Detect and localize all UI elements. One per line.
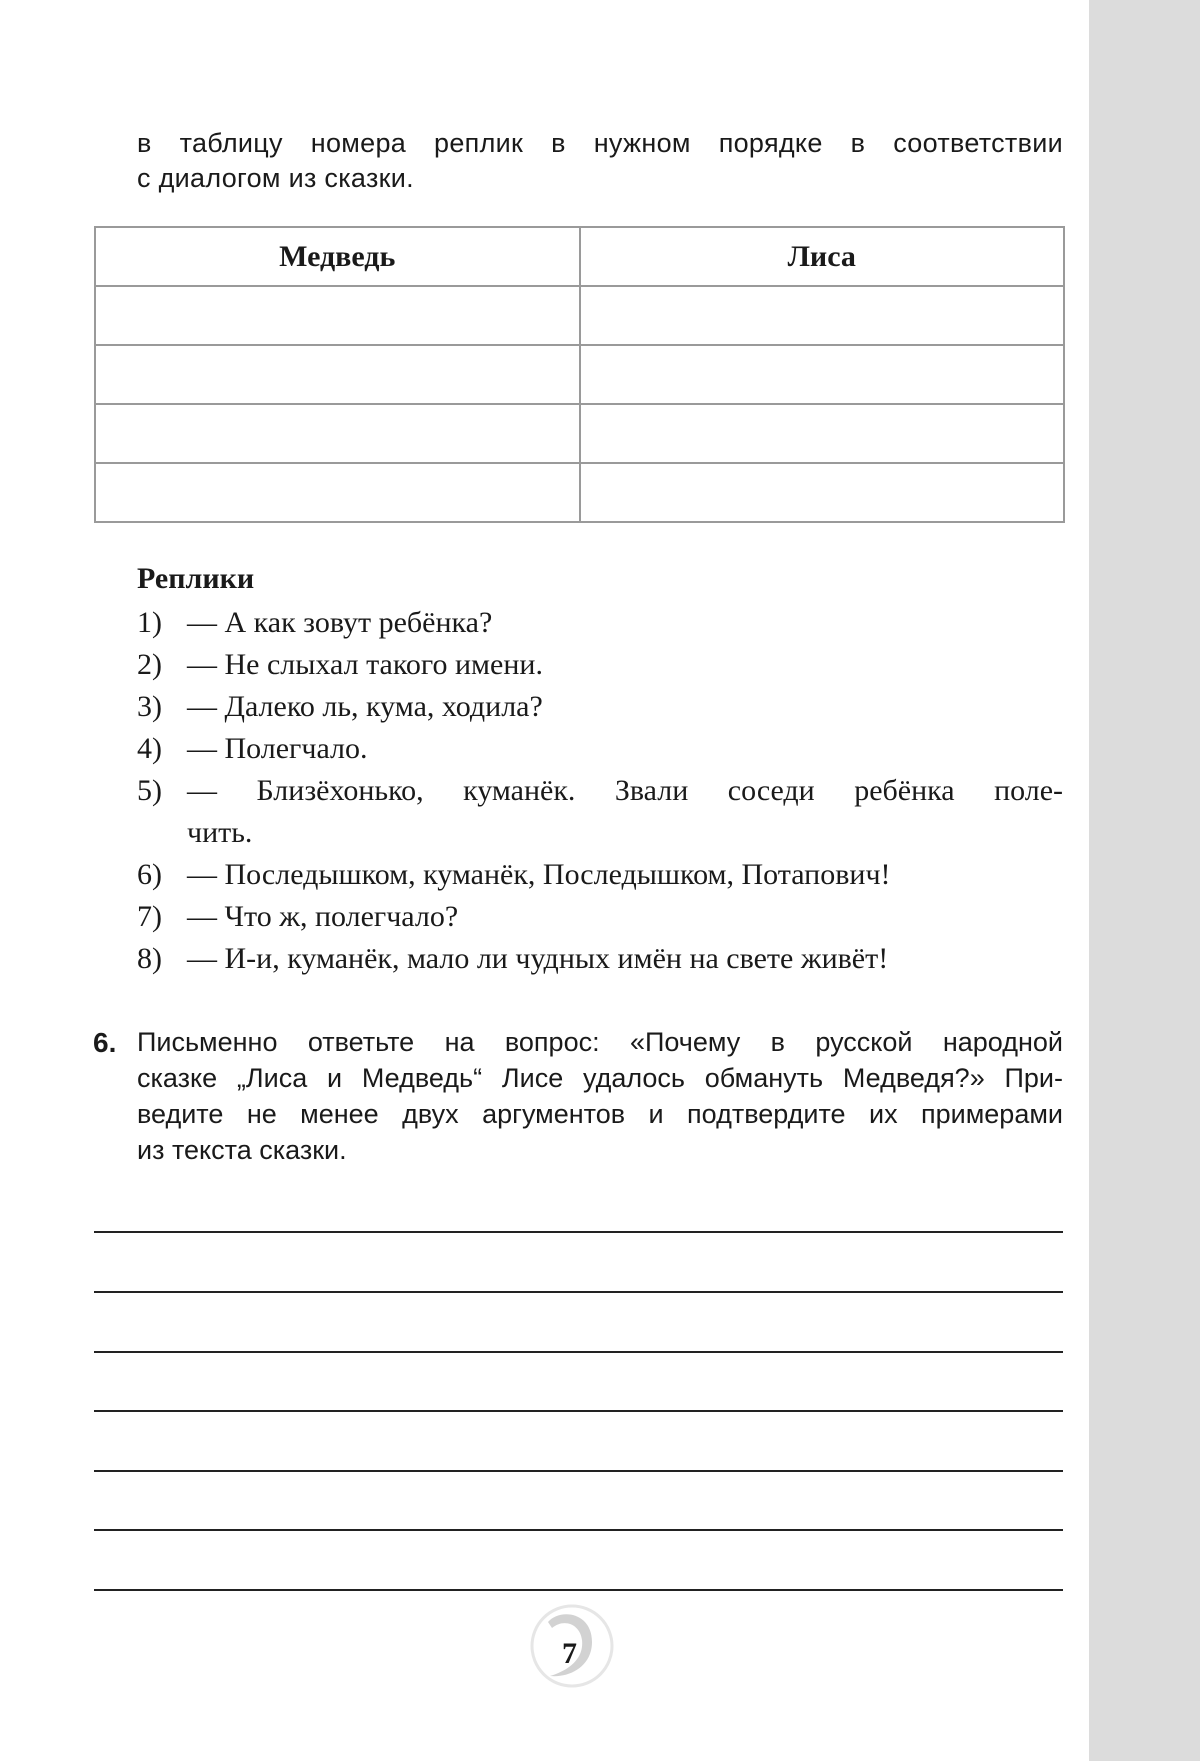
header-bear: Медведь [95, 227, 580, 286]
item-number: 4) [137, 732, 162, 765]
intro-line-2: с диалогом из сказки. [137, 163, 414, 193]
answer-line[interactable] [94, 1529, 1063, 1531]
task6-line-4: из текста сказки. [137, 1135, 347, 1165]
item-text: — И-и, куманёк, мало ли чудных имён на свете живёт! [187, 942, 889, 975]
table-row [95, 345, 1064, 404]
answer-line[interactable] [94, 1470, 1063, 1472]
item-text: — Что ж, полегчало? [187, 900, 459, 933]
task6-line-1: Письменно ответьте на вопрос: «Почему в русской народной [137, 1027, 1063, 1057]
task6-line-2: сказке „Лиса и Медведь“ Лисе удалось обмануть Медведя?» При- [137, 1063, 1063, 1093]
item-number: 2) [137, 648, 162, 681]
item-number: 6) [137, 858, 162, 891]
table-cell[interactable] [95, 286, 580, 345]
item-text: чить. [187, 816, 253, 849]
page-margin-strip [1089, 0, 1200, 1761]
table-cell[interactable] [580, 463, 1065, 522]
table-cell[interactable] [580, 345, 1065, 404]
item-text: — Последышком, куманёк, Последышком, Потапович! [187, 858, 891, 891]
item-number: 3) [137, 690, 162, 723]
item-text: — А как зовут ребёнка? [187, 606, 493, 639]
replicas-title: Реплики [137, 562, 255, 595]
table-header-row [95, 227, 1064, 286]
table-cell[interactable] [580, 404, 1065, 463]
item-number: 8) [137, 942, 162, 975]
item-text: — Далеко ль, кума, ходила? [187, 690, 543, 723]
answer-line[interactable] [94, 1410, 1063, 1412]
answer-table [94, 226, 1065, 523]
item-number: 5) [137, 774, 162, 807]
item-number: 7) [137, 900, 162, 933]
page-number: 7 [562, 1637, 577, 1670]
table-cell[interactable] [95, 463, 580, 522]
item-number: 1) [137, 606, 162, 639]
task6-line-3: ведите не менее двух аргументов и подтвердите их примерами [137, 1099, 1063, 1129]
answer-line[interactable] [94, 1351, 1063, 1353]
header-fox: Лиса [580, 227, 1065, 286]
intro-line-1: в таблицу номера реплик в нужном порядке в соответствии [137, 128, 1063, 158]
table-row [95, 463, 1064, 522]
table-cell[interactable] [95, 404, 580, 463]
answer-line[interactable] [94, 1231, 1063, 1233]
table-row [95, 286, 1064, 345]
page-number-badge [520, 1600, 620, 1700]
answer-line[interactable] [94, 1291, 1063, 1293]
item-text: — Не слыхал такого имени. [187, 648, 543, 681]
table-row [95, 404, 1064, 463]
task-number: 6. [93, 1027, 117, 1058]
answer-line[interactable] [94, 1589, 1063, 1591]
item-text: — Полегчало. [187, 732, 368, 765]
table-cell[interactable] [580, 286, 1065, 345]
table-cell[interactable] [95, 345, 580, 404]
item-text: — Близёхонько, куманёк. Звали соседи ребёнка поле- [187, 774, 1063, 807]
